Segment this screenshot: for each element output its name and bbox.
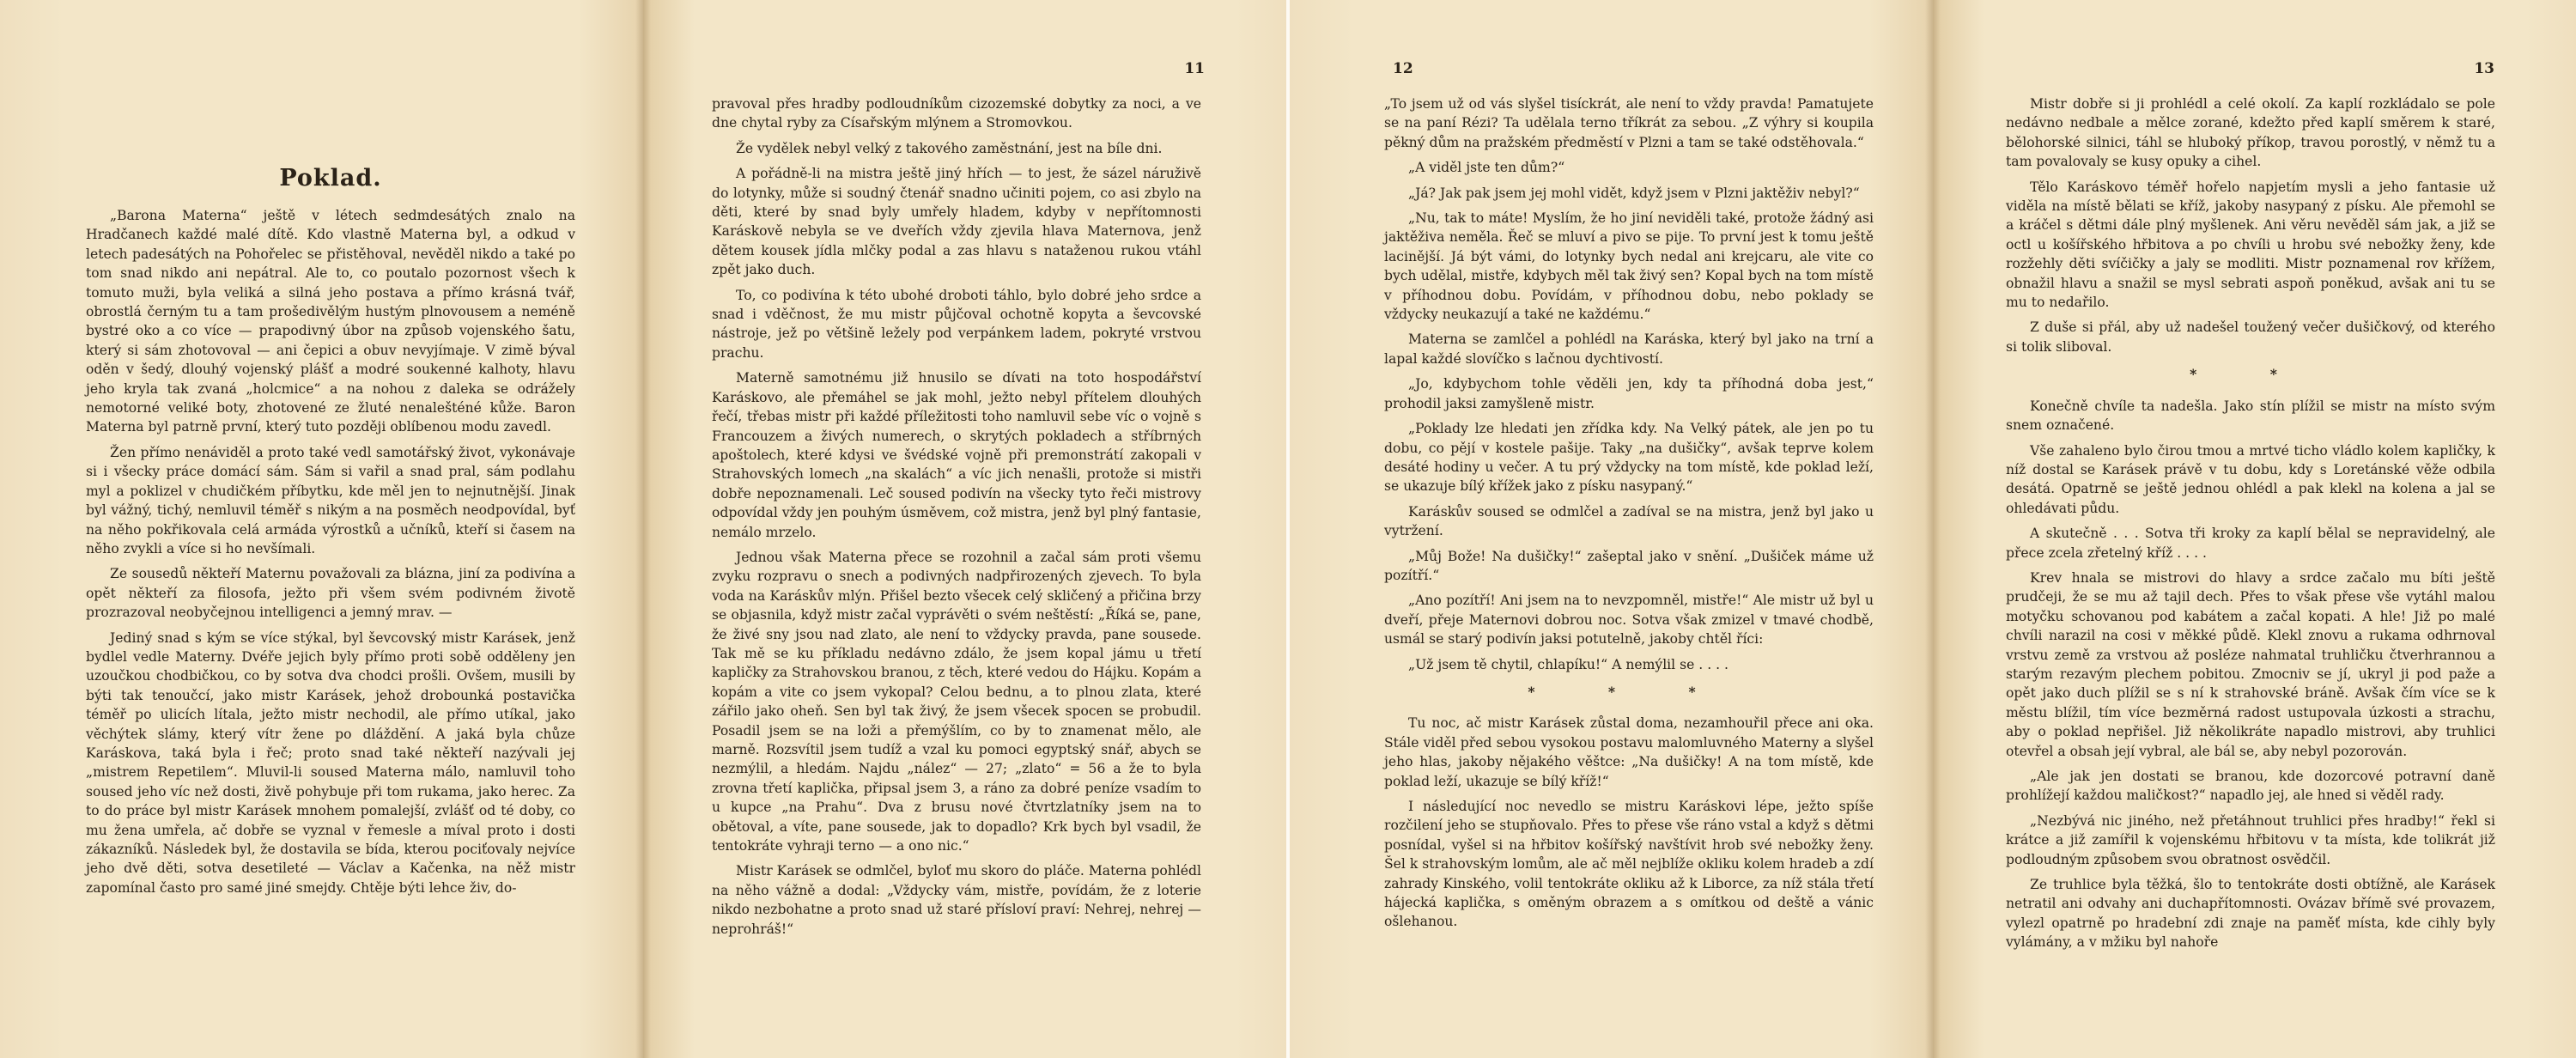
page-text [1384,94,1874,938]
right-spread [1290,0,2576,1058]
paragraph: „Už jsem tě chytil, chlapíku!“ A nemýlil se . . . . [1408,656,1729,672]
paragraph: „Barona Materna“ ještě v létech sedmdesátých znalo na Hradčanech každé malé dítě. Kdo vlastně Materna byl, a odkud v letech padesátých na Pohořelec se přistěhoval, nevěděl nikdo a také po tom snad nikdo ani nepátral. Ale to, co poutalo pozornost všech k tomuto muži, byla veliká a silná jeho postava a přímo krásná tvář, obrostlá černým tu a tam prošedivělým hustým plnovousem a neméně bystré oko a co více — prapodivný úbor na způsob vojenského šatu, který si sám zhotovoval — ani čepici a obuv nevyjímaje. V zimě býval oděn v šedý, dlouhý vojenský plášť a modré soukenné kalhoty, hlavu jeho kryla tak zvaná „holcmice“ a na nohou z daleka se odrážely nemotorné veliké boty, zhotovené ze žluté nenalešténé kůže. Baron Materna byl patrně první, který tuto později oblíbenou modu zavedl. [86,208,575,435]
paragraph: „Můj Bože! Na dušičky!“ zašeptal jako v snění. „Dušiček máme už pozítří.“ [1384,548,1874,583]
page-13 [1933,0,2576,1058]
page-number: 11 [1184,60,1205,77]
paragraph: Mistr Karásek se odmlčel, byloť mu skoro do pláče. Materna pohlédl na něho vážně a dodal: „Vždycky vám, mistře, povídám, že z loterie nikdo nezbohatne a proto snad už staré přísloví praví: Nehrej, nehrej — neprohráš!“ [712,863,1201,937]
paragraph: I následující noc nevedlo se mistru Karáskovi lépe, ježto spíše rozčilení jeho se stupňovalo. Přes to přese vše ráno vstal a když s dětmi posnídal, vyšel si na hřbitov košířský navštívit hrob své nebožky ženy. Šel k strahovským lomům, ale ač měl nejblíže okliku kolem hradeb a zdí zahrady Kinského, volil tentokráte okliku až k Liborce, za níž stála třetí hájecká kaplička, s oměným obrazem a s omítkou od deště a vánic ošlehanou. [1384,799,1874,930]
paragraph: To, co podivína k této ubohé droboti táhlo, bylo dobré jeho srdce a snad i vděčnost, že mu mistr půjčoval ochotně kopyta a ševcovské nástroje, jež po většině ležely pod verpánkem ladem, pokryté vrstvou prachu. [712,287,1201,361]
page-number: 12 [1393,60,1413,77]
paragraph: Žen přímo nenáviděl a proto také vedl samotářský život, vykonávaje si i všecky práce domácí sám. Sám si vařil a snad pral, sám podlahu myl a poklizel v chudičkém příbytku, kde měl jen to nejnutnější. Jinak byl vážný, tichý, nemluvil téměř s nikým a na posměch neodpovídal, byť na něho pokřikovala celá armáda výrostků a učníků, kteří si časem na něho zvykli a více si ho nevšímali. [86,444,575,556]
paragraph: Tělo Karáskovo téměř hořelo napjetím mysli a jeho fantasie už viděla na místě bělati se kříž, jakoby nasypaný z písku. Ale přemohl se a kráčel s dětmi dále plný myšlenek. Ani věru nevěděl sám jak, a již se octl u košířského hřbitova a po chvíli u hrobu své nebožky ženy, kde rozžehly děti svíčičky a jaly se modliti. Mistr poznamenal rov křížem, obnažil hlavu a snažil se mysl sebrati aspoň poněkud, avšak ani tu se mu to nedařilo. [2006,179,2495,311]
page-text [86,206,575,903]
paragraph: „Ano pozítří! Ani jsem na to nevzpomněl, mistře!“ Ale mistr už byl u dveří, přeje Maternovi dobrou noc. Sotva však zmizel v tmavé chodbě, usmál se starý podivín jaksi potutelně, jakoby chtěl říci: [1384,593,1874,648]
paragraph: Ze sousedů někteří Maternu považovali za blázna, jiní za podivína a opět někteří za filosofa, ježto při všem svém podivném životě prozrazoval neobyčejnou intelligenci a jemný mrav. — [86,566,575,621]
page-11 [643,0,1286,1058]
paragraph: Ze truhlice byla těžká, šlo to tentokráte dosti obtížně, ale Karásek netratil ani odvahy ani duchapřítomnosti. Ovázav břímě své provazem, vylezl opatrně po hradební zdi znaje na paměť místa, kde cihly byly vylámány, a v mžiku byl nahoře [2006,877,2495,951]
paragraph: Konečně chvíle ta nadešla. Jako stín plížil se mistr na místo svým snem označené. [2006,398,2495,434]
paragraph: Materna se zamlčel a pohlédl na Karáska, který byl jako na trní a lapal každé slovíčko s lačnou dychtivostí. [1384,331,1874,367]
paragraph: Jediný snad s kým se více stýkal, byl ševcovský mistr Karásek, jenž bydlel vedle Materny. Dvéře jejich byly přímo proti sobě odděleny jen uzoučkou chodbičkou, co by sotva dva chodci prošli. Ovšem, musili by býti tak tenoučcí, jako mistr Karásek, jehož drobounká postavička téměř po ulicích lítala, ježto mistr nechodil, ale přímo utíkal, jako věchýtek slámy, který vítr žene po dláždění. A jaká byla chůze Karáskova, taká byla i řeč; proto snad také někteří nazývali jej „mistrem Repetilem“. Mluvil-li soused Materna málo, namluvil toho soused jeho víc než dosti, živě pohybuje při tom rukama, jako herec. Za to do práce byl mistr Karásek mnohem pomalejší, zvlášť od té doby, co mu žena umřela, ač dobře se vyznal v řemesle a míval proto i dosti zákazníků. Následek byl, že dostavila se bída, kterou pociťovaly nejvíce jeho dvě děti, sotva desetileté — Václav a Kačenka, na něž mistr zapomínal často pro samé jiné smejdy. Chtěje býti lehce živ, do- [86,629,575,896]
paragraph: Mistr dobře si ji prohlédl a celé okolí. Za kaplí rozkládalo se pole nedávno nedbale a mělce zorané, kdežto před kaplí směrem k staré, bělohorské silnici, táhl se hluboký příkop, travou porostlý, v němž tu a tam povalovaly se kusy opuky a cihel. [2006,96,2495,170]
paragraph: pravoval přes hradby podloudníkům cizozemské dobytky za noci, a ve dne chytal ryby za Císařským mlýnem a Stromovkou. [712,96,1201,131]
page-left-1 [0,0,643,1058]
paragraph: „A viděl jste ten dům?“ [1408,160,1565,176]
left-spread [0,0,1286,1058]
paragraph: „To jsem už od vás slyšel tisíckrát, ale není to vždy pravda! Pamatujete se na paní Rézi? Ta udělala terno tříkrát za sebou. „Z výhry si koupila pěkný dům na pražském předměstí v Plzni a tam se také odstěhovala.“ [1384,96,1874,150]
paragraph: „Ale jak jen dostati se branou, kde dozorcové potravní daně prohlížejí každou maličkost?“ napadlo jej, ale hned si věděl rady. [2006,769,2495,804]
book-fold [635,0,651,1058]
paragraph: A pořádně-li na mistra ještě jiný hřích — to jest, že sázel náruživě do lotynky, může si soudný čtenář snadno učiniti pojem, co asi zbylo na děti, které by snad byly umřely hladem, kdyby v nepřítomnosti Karáskově nebyla se ve dveřích vždy zjevila hlava Maternova, jenž dětem kousek jídla mlčky podal a zas hlavu s nataženou rukou vtáhl zpět jako duch. [712,166,1201,278]
paragraph: Tu noc, ač mistr Karásek zůstal doma, nezamhouřil přece ani oka. Stále viděl před sebou vysokou postavu malomluvného Materny a slyšel jeho hlas, jakoby nějakého věštce: „Na dušičky! A na tom místě, kde poklad leží, ukazuje se bílý kříž!“ [1384,715,1874,789]
paragraph: Krev hnala se mistrovi do hlavy a srdce začalo mu bíti ještě prudčeji, že se mu až tajil dech. Přes to však přese vše vytáhl malou motyčku schovanou pod kabátem a začal kopati. A hle! Již po malé chvíli narazil na cosi v měkké půdě. Klekl znovu a rukama odhrnoval vrstvu země za vrstvou až posléze nahmatal truhličku čtverhrannou a starým rezavým plechem pobitou. Zmocniv se jí, ukryl ji pod paže a opět jako duch plížil se s ní k strahovské bráně. Avšak čím více se k městu blížil, tím více bezměrná radost ustupovala úzkosti a strachu, aby o poklad nepřišel. Již několikráte napadlo mistrovi, aby truhlici otevřel a obsah její vybral, ale bál se, aby nebyl pozorován. [2006,569,2495,759]
page-12 [1290,0,1933,1058]
book-fold [1925,0,1941,1058]
paragraph: „Poklady lze hledati jen zřídka kdy. Na Velký pátek, ale jen po tu dobu, co pějí v kostele pašije. Taky „na dušičky“, avšak teprve kolem desáté hodiny u večer. A tu prý vždycky na tom místě, kde poklad leží, se ukazuje bílý křížek jako z písku nasypaný.“ [1384,421,1874,495]
section-break: * * [2190,366,2312,383]
paragraph: Materně samotnému již hnusilo se dívati na toto hospodářství Karáskovo, ale přemáhel se jak mohl, ježto nebyl přítelem dlouhých řečí, třebas mistr při každé příležitosti toho namluvil sebe víc o vojně s Francouzem a živých numerech, o skrytých pokladech a stříbrných apoštolech, které kdysi ve švédské vojně při premonstrátí zakopali v Strahovských lomech „na skalách“ a víc jich nenašli, protože si mistři dobře nepoznamenali. Leč soused podivín na všecky tyto řeči mistrovy odpovídal vždy jen pouhým úsměvem, což mistra, jenž byl plný fantasie, nemálo mrzelo. [712,370,1201,540]
paragraph: „Nu, tak to máte! Myslím, že ho jiní neviděli také, protože žádný asi jaktěživa neměla. Řeč se mluví a pivo se pije. To první jest k tomu ještě lacinější. Já být vámi, do lotynky bych nedal ani krejcaru, ale vite co bych udělal, mistře, kdybych měl tak živý sen? Kopal bych na tom místě v příhodnou dobu. Povídám, v příhodnou dobu, nebo poklady se vždycky neukazují a také ne každému.“ [1384,210,1874,323]
paragraph: A skutečně . . . Sotva tři kroky za kaplí bělal se nepravidelný, ale přece zcela zřetelný kříž . . . . [2006,526,2495,561]
paragraph: „Nezbývá nic jiného, než přetáhnout truhlici přes hradby!“ řekl si krátce a již zamířil k vojenskému hřbitovu v ta místa, kde tolikrát již podloudným způsobem svou obratnost osvědčil. [2006,812,2495,867]
page-text [712,94,1201,945]
paragraph: Vše zahaleno bylo čirou tmou a mrtvé ticho vládlo kolem kapličky, k níž dostal se Karásek právě v tu dobu, kdy s Loretánské věže odbila desátá. Opatrně se ještě jednou ohlédl a pak klekl na kolena a jal se ohledávati půdu. [2006,442,2495,516]
paragraph: „Jo, kdybychom tohle věděli jen, kdy ta příhodná doba jest,“ prohodil jaksi zamyšleně mistr. [1384,376,1874,411]
paragraph: Že vydělek nebyl velký z takového zaměstnání, jest na bíle dni. [736,140,1163,156]
section-break: * * * [1528,683,1730,700]
paragraph: Jednou však Materna přece se rozohnil a začal sám proti všemu zvyku rozpravu o snech a podivných nadpřirozených zjevech. To byla voda na Karáskův mlýn. Přišel bezto všecek celý skličený a přičina brzy se objasnila, když mistr začal vyprávěti o svém neštěstí: „Říká se, pane, že živé sny jsou nad zlato, ale není to vždycky pravda, pane sousede. Tak mě se ku příkladu nedávno zdálo, že jsem kopal jámu u třetí kapličky za Strahovskou branou, z těch, které vedou do Hájku. Kopám a kopám a vite co jsem vykopal? Celou bednu, a to plnou zlata, které zářilo jako oheň. Sen byl tak živý, že jsem všecek spocen se probudil. Posadil jsem se na loži a přemýšlím, co by to znamenat mělo, ale marně. Rozsvítil jsem tudíž a vzal ku pomoci egyptský snář, abych se nezmýlil, a hledám. Najdu „nález“ — 27; „zlato“ = 56 a že to byla zrovna třetí kaplička, připsal jsem 3, a ráno za dobré peníze vsadím to u kupce „na Prahu“. Dva z brusu nové čtvrtzlatníky jsem na to obětoval, a víte, pane sousede, jak to dopadlo? Krk bych byl vsadil, že tentokráte vyhraji terno — a ono nic.“ [712,549,1201,854]
paragraph: „Já? Jak pak jsem jej mohl vidět, když jsem v Plzni jaktěživ nebyl?“ [1408,185,1860,201]
paragraph: Z duše si přál, aby už nadešel toužený večer dušičkový, od kterého si tolik sliboval. [2006,319,2495,355]
page-number: 13 [2474,60,2494,77]
story-title: Poklad. [279,165,382,192]
page-text [2006,94,2495,958]
paragraph: Karáskův soused se odmlčel a zadíval se na mistra, jenž byl jako u vytržení. [1384,503,1874,539]
